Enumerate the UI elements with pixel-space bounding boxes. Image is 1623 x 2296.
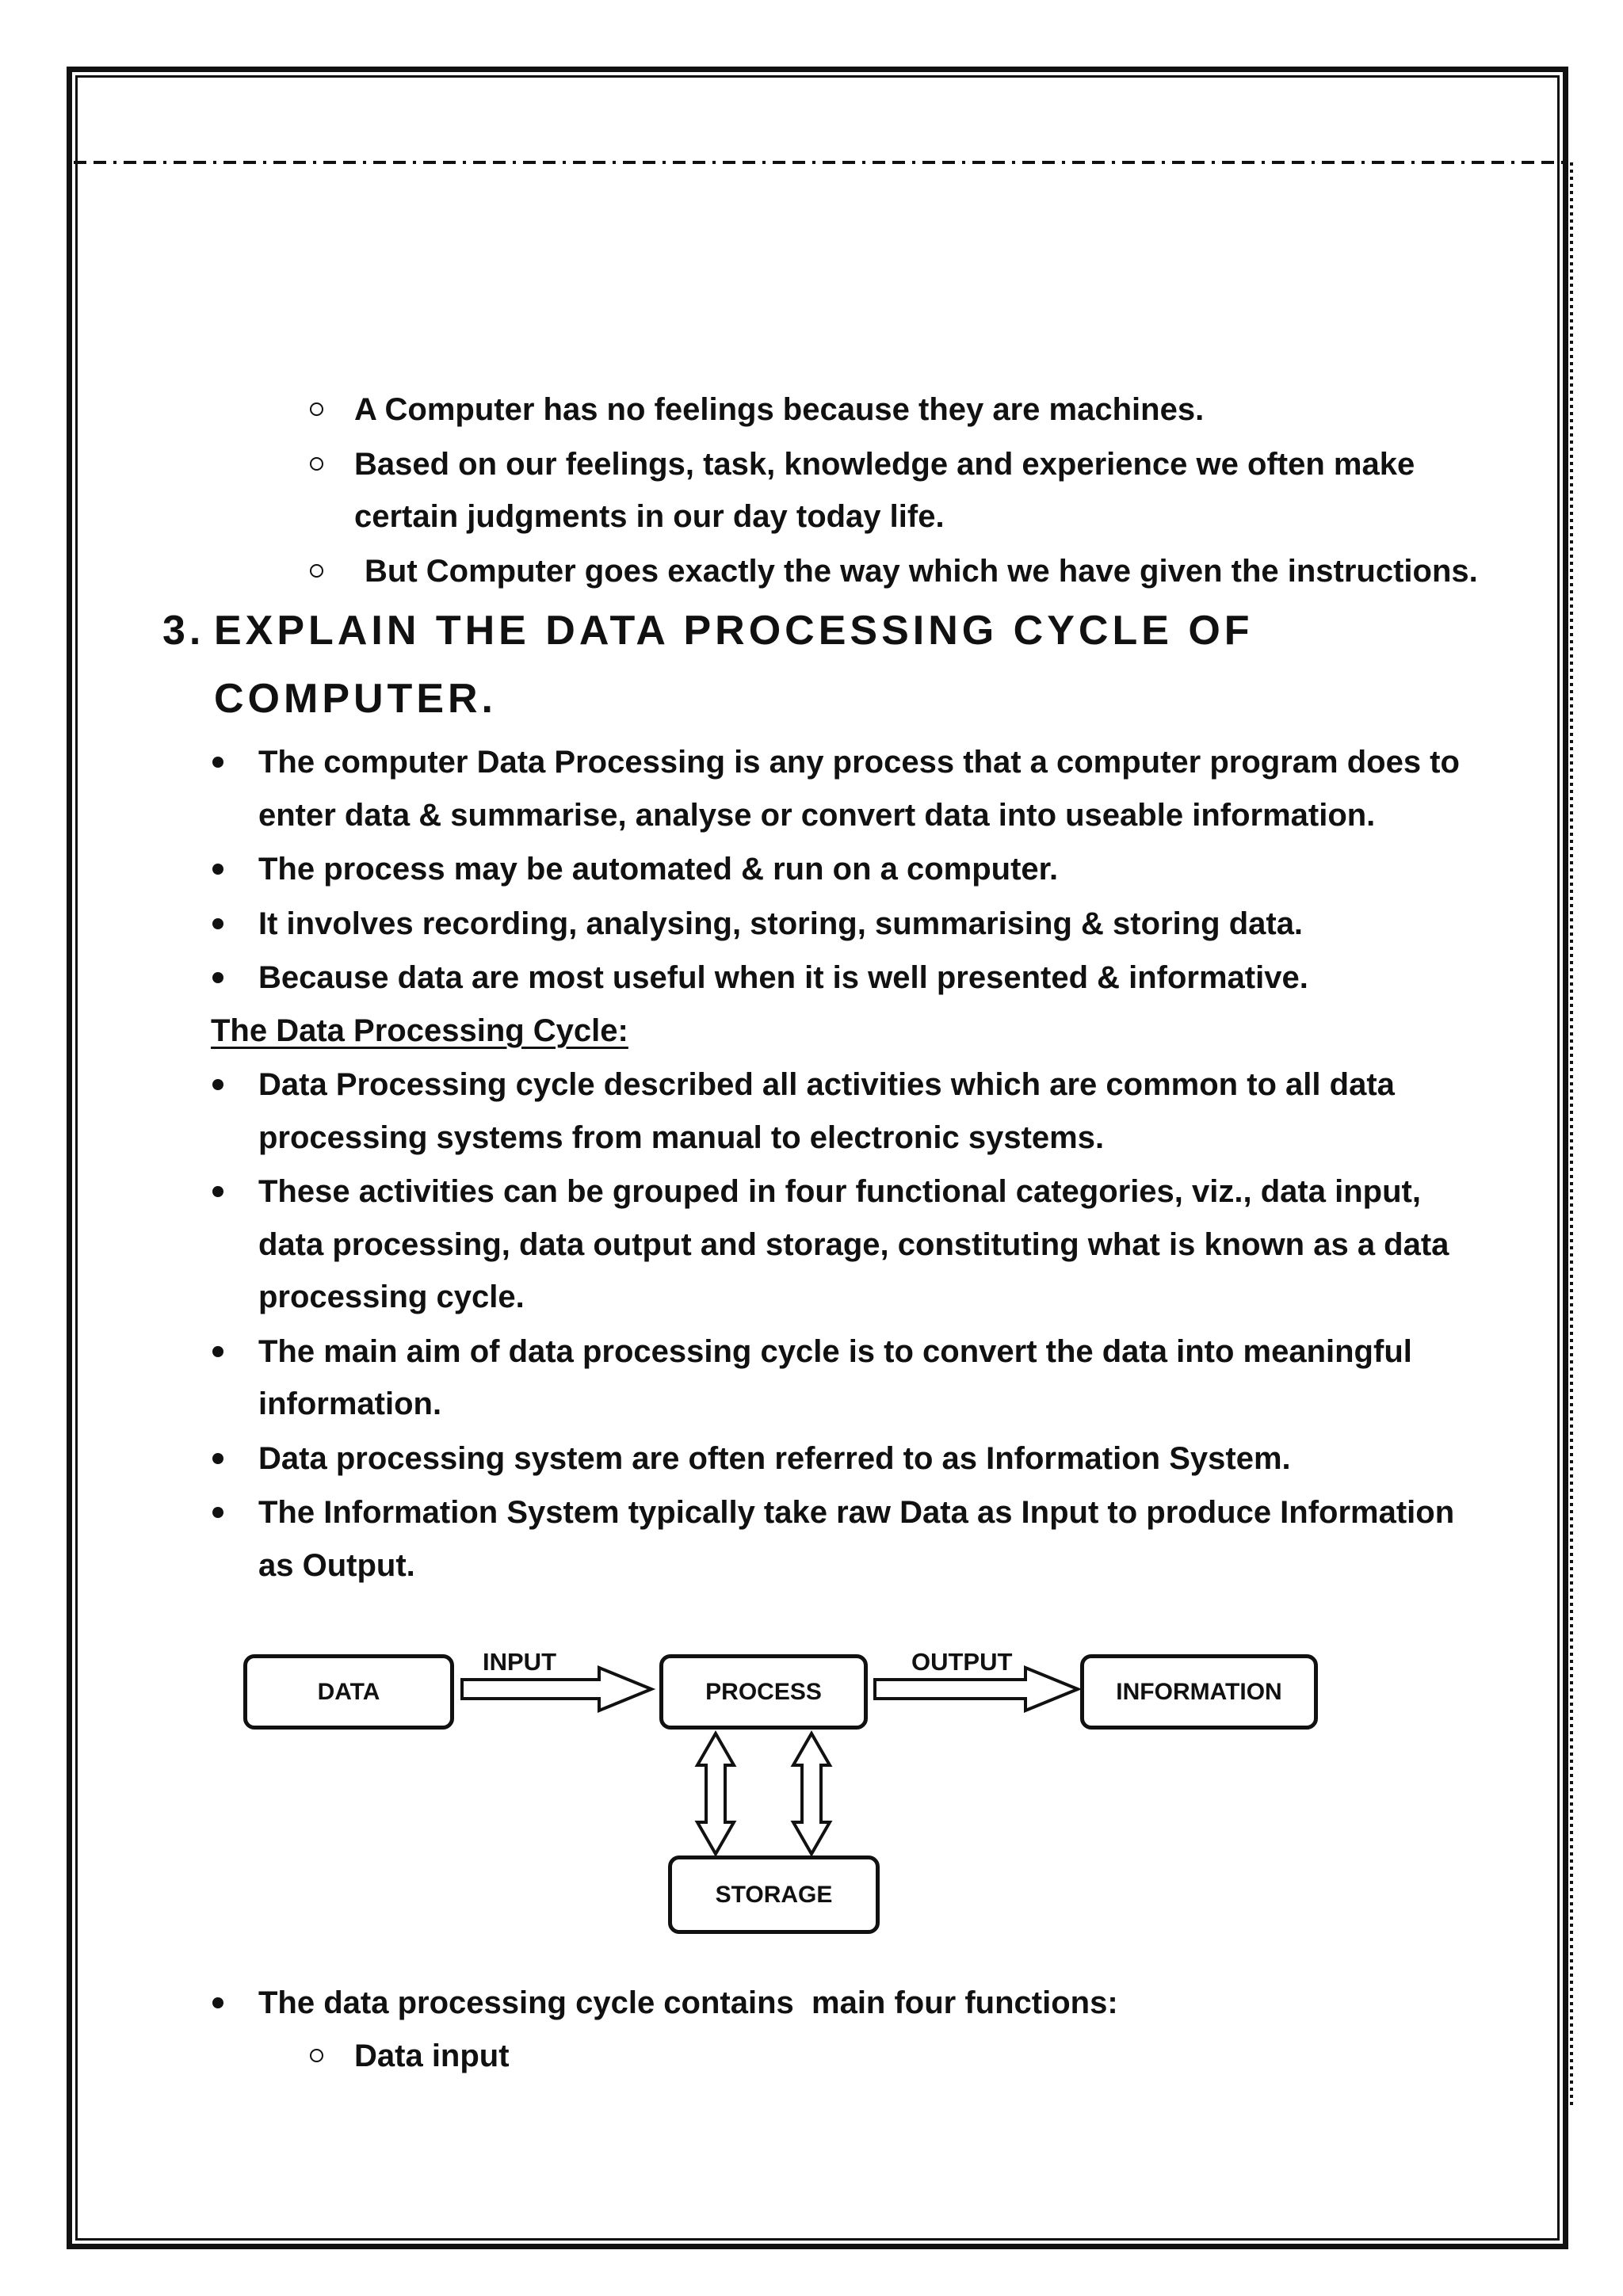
list-item-text: certain judgments in our day today life. [354, 499, 945, 534]
filled-dot-bullet-icon [212, 1453, 223, 1464]
section-title-line: COMPUTER. [214, 676, 497, 722]
list-item-text: processing systems from manual to electronic systems. [258, 1119, 1105, 1155]
filled-dot-bullet-icon [212, 1507, 223, 1518]
hollow-circle-bullet-icon [310, 402, 323, 416]
list-item-text: Data input [354, 2038, 510, 2073]
list-item [258, 952, 1460, 1005]
list-item-text: enter data & summarise, analyse or convert data into useable information. [258, 797, 1376, 833]
list-item [258, 1486, 1460, 1592]
list-item [258, 1977, 1118, 2030]
list-item [354, 383, 1478, 437]
list-item-text: data processing, data output and storage, constituting what is known as a data [258, 1226, 1449, 1262]
list-item-text: Based on our feelings, task, knowledge and experience we often make [354, 446, 1415, 482]
list-item [258, 1165, 1460, 1324]
list-item-text: The data processing cycle contains main four functions: [258, 1985, 1118, 2020]
list-item [258, 843, 1460, 896]
list-item-text: The Information System typically take raw Data as Input to produce Information [258, 1495, 1455, 1530]
process-storage-arrow-right [793, 1733, 830, 1854]
filled-dot-bullet-icon [212, 972, 223, 983]
list-item-text: These activities can be grouped in four functional categories, viz., data input, [258, 1174, 1421, 1209]
list-item [258, 1325, 1460, 1431]
list-item [258, 1058, 1460, 1164]
edge-label-input: INPUT [483, 1648, 556, 1676]
list-item-text: Data Processing cycle described all activities which are common to all data [258, 1067, 1395, 1102]
top-points-list [354, 383, 1478, 597]
list-item-text: But Computer goes exactly the way which we have given the instructions. [365, 553, 1478, 589]
node-label: DATA [317, 1678, 380, 1705]
list-item [258, 736, 1460, 841]
filled-dot-bullet-icon [212, 918, 223, 929]
section-heading [162, 597, 1254, 733]
filled-dot-bullet-icon [212, 864, 223, 875]
diagram-node-data [243, 1654, 454, 1730]
list-item [258, 898, 1460, 951]
diagram-node-storage [668, 1855, 880, 1934]
list-item-text: information. [258, 1386, 442, 1421]
section-title-line: EXPLAIN THE DATA PROCESSING CYCLE OF [214, 608, 1254, 654]
process-storage-arrow-left [697, 1733, 734, 1854]
diagram-node-information [1080, 1654, 1318, 1730]
list-item-text: Because data are most useful when it is well presented & informative. [258, 960, 1308, 995]
filled-dot-bullet-icon [212, 1997, 223, 2008]
list-item [354, 545, 1478, 598]
list-item-text: The process may be automated & run on a computer. [258, 852, 1059, 887]
hollow-circle-bullet-icon [310, 2049, 323, 2062]
list-item-text: as Output. [258, 1547, 415, 1583]
main-bullet-list [211, 736, 1460, 1592]
list-item [258, 1432, 1460, 1486]
section-number: 3. [162, 608, 205, 654]
filled-dot-bullet-icon [212, 757, 223, 768]
list-item-text: It involves recording, analysing, storing, summarising & storing data. [258, 906, 1304, 941]
hollow-circle-bullet-icon [310, 564, 323, 578]
list-item-text: The computer Data Processing is any process that a computer program does to [258, 745, 1460, 780]
list-item-text: Data processing system are often referred to as Information System. [258, 1440, 1291, 1476]
functions-list [258, 1977, 1118, 2082]
list-item-text: processing cycle. [258, 1280, 525, 1314]
filled-dot-bullet-icon [212, 1186, 223, 1197]
list-item [354, 438, 1478, 543]
diagram-node-process [659, 1654, 868, 1730]
list-item-text: A Computer has no feelings because they are machines. [354, 392, 1205, 427]
filled-dot-bullet-icon [212, 1079, 223, 1090]
node-label: PROCESS [705, 1678, 822, 1705]
list-item [354, 2030, 1118, 2083]
list-item-text: The main aim of data processing cycle is to convert the data into meaningful [258, 1333, 1412, 1369]
hollow-circle-bullet-icon [310, 457, 323, 471]
node-label: STORAGE [715, 1881, 833, 1908]
filled-dot-bullet-icon [212, 1346, 223, 1357]
edge-label-output: OUTPUT [911, 1648, 1013, 1676]
cycle-subheading: The Data Processing Cycle: [211, 1013, 628, 1048]
node-label: INFORMATION [1116, 1678, 1282, 1705]
